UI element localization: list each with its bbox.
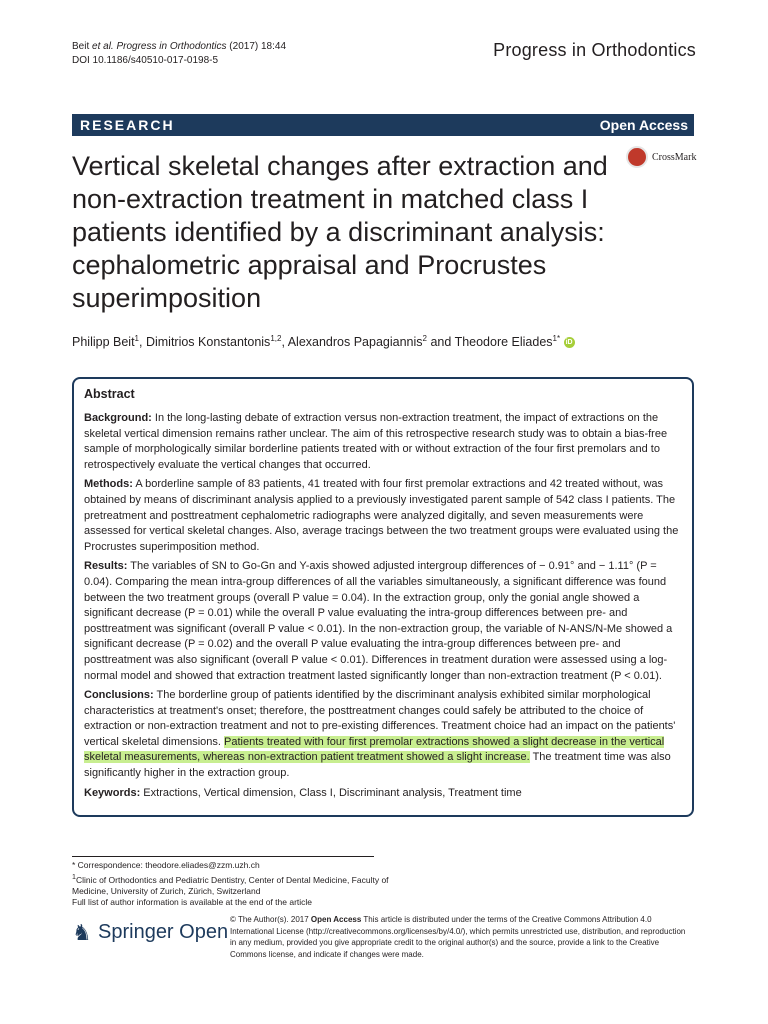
abstract-box xyxy=(72,377,694,817)
article-type-banner xyxy=(72,114,694,136)
highlighted-text: Patients treated with four first premolar extractions showed a slight decrease in the vertical skeletal measurements, whereas non-extraction patient treatment showed a slight increase. xyxy=(84,735,665,764)
correspondence: * Correspondence: theodore.eliades@zzm.uzh.ch xyxy=(72,860,260,870)
citation-header xyxy=(72,40,286,68)
footnotes xyxy=(72,860,392,909)
abstract-methods: Methods: A borderline sample of 83 patients, 41 treated with four first premolar extractions and 42 treated without, was obtained by means of discriminant analysis applied to a previously investigated parent sample of 542 class I patients. The pretreatment and posttreatment cephalometric radiographs were analyzed digitally, and seven measurements were assessed for vertical skeletal changes. Also, average tracings between the two treatment groups were evaluated using the Procrustes superimposition method. xyxy=(84,478,679,553)
abstract-results: Results: The variables of SN to Go-Gn and Y-axis showed adjusted intergroup differences of − 0.91° and − 1.11° (P = 0.04). Comparing the mean intra-group differences of all the variables simultaneously, a significant difference was found between the two treatment groups (overall P value = 0.04). In the extraction group, only the gonial angle showed a significant decrease (P = 0.01) while the overall P value evaluating the intra-group differences between pre- and posttreatment was significant (overall P value < 0.01). In the non-extraction group, the variable of N-ANS/N-Me showed a significant decrease (P = 0.02) and the overall P value evaluating the intra-group differences between pre- and posttreatment was also significant (overall P value < 0.01). Differences in treatment duration were assessed using a log-normal model and showed that extraction treatment lasted significantly longer than non-extraction treatment (P < 0.01). xyxy=(84,560,673,682)
article-type-label: RESEARCH xyxy=(80,117,175,133)
affiliation: $^1$Clinic of Orthodontics and Pediatric Dentistry, Center of Dental Medicine, Faculty of Medicine, University of Zurich, Zürich, Switzerland xyxy=(72,872,389,896)
author-list: Philipp Beit$^1$, Dimitrios Konstantonis$^{1,2}$, Alexandros Papagiannis$^2$ and Theodore Eliades$^{1*}$ iD xyxy=(72,334,573,350)
abstract-background: Background: In the long-lasting debate of extraction versus non-extraction treatment, the impact of extractions on the skeletal vertical dimension remains rather unclear. The aim of this retrospective research study was to obtain a bias-free sample of morphologically similar borderline patients treated with or without extraction of the four first premolars and to retrospectively evaluate the vertical changes that occurred. xyxy=(84,412,668,471)
article-title: Vertical skeletal changes after extraction and non-extraction treatment in matched class I patients identified by a discriminant analysis: cephalometric appraisal and Procrustes superimposition xyxy=(72,151,608,313)
license-text: © The Author(s). 2017 Open Access This article is distributed under the terms of the Creative Commons Attribution 4.0 International License (http://creativecommons.org/licenses/by/4.0/), which permits unrestricted use, distribution, and reproduction in any medium, provided you give appropriate credit to the original author(s) and the source, provide a link to the Creative Commons license, and indicate if changes were made. xyxy=(230,915,686,959)
author-info-note: Full list of author information is available at the end of the article xyxy=(72,897,313,908)
orcid-icon[interactable]: iD xyxy=(565,339,573,347)
citation-line: Beit et al. Progress in Orthodontics (2017) 18:44 xyxy=(72,41,287,52)
publisher-name: Springer Open xyxy=(98,921,229,943)
author-name[interactable]: Theodore Eliades xyxy=(454,335,553,350)
springer-horse-icon: ♞ xyxy=(72,920,92,945)
crossmark-label: CrossMark xyxy=(652,152,697,163)
springer-open-logo xyxy=(72,918,229,952)
abstract-keywords: Keywords: Extractions, Vertical dimension, Class I, Discriminant analysis, Treatment time xyxy=(84,786,522,799)
doi[interactable]: DOI 10.1186/s40510-017-0198-5 xyxy=(72,55,219,66)
journal-name: Progress in Orthodontics xyxy=(493,40,696,60)
abstract-conclusions: Conclusions: The borderline group of patients identified by the discriminant analysis exhibited similar morphological characteristics at treatment's onset; therefore, the posttreatment changes could safely be attributed to the choice of extraction or non-extraction treatment and not to pre-existing differences. Treatment choice had an impact on the patients' vertical skeletal dimensions. Patients treated with four first premolar extractions showed a slight decrease in the vertical skeletal measurements, whereas non-extraction patient treatment showed a slight increase. The treatment time was also significantly higher in the extraction group. xyxy=(84,689,676,780)
author-name[interactable]: Alexandros Papagiannis xyxy=(287,335,423,350)
author-name[interactable]: Dimitrios Konstantonis xyxy=(145,335,271,350)
author-name[interactable]: Philipp Beit xyxy=(72,335,135,350)
abstract-heading: Abstract xyxy=(84,387,135,401)
open-access-label: Open Access xyxy=(599,117,688,133)
crossmark-badge[interactable] xyxy=(626,146,697,172)
footnote-divider xyxy=(72,856,374,857)
